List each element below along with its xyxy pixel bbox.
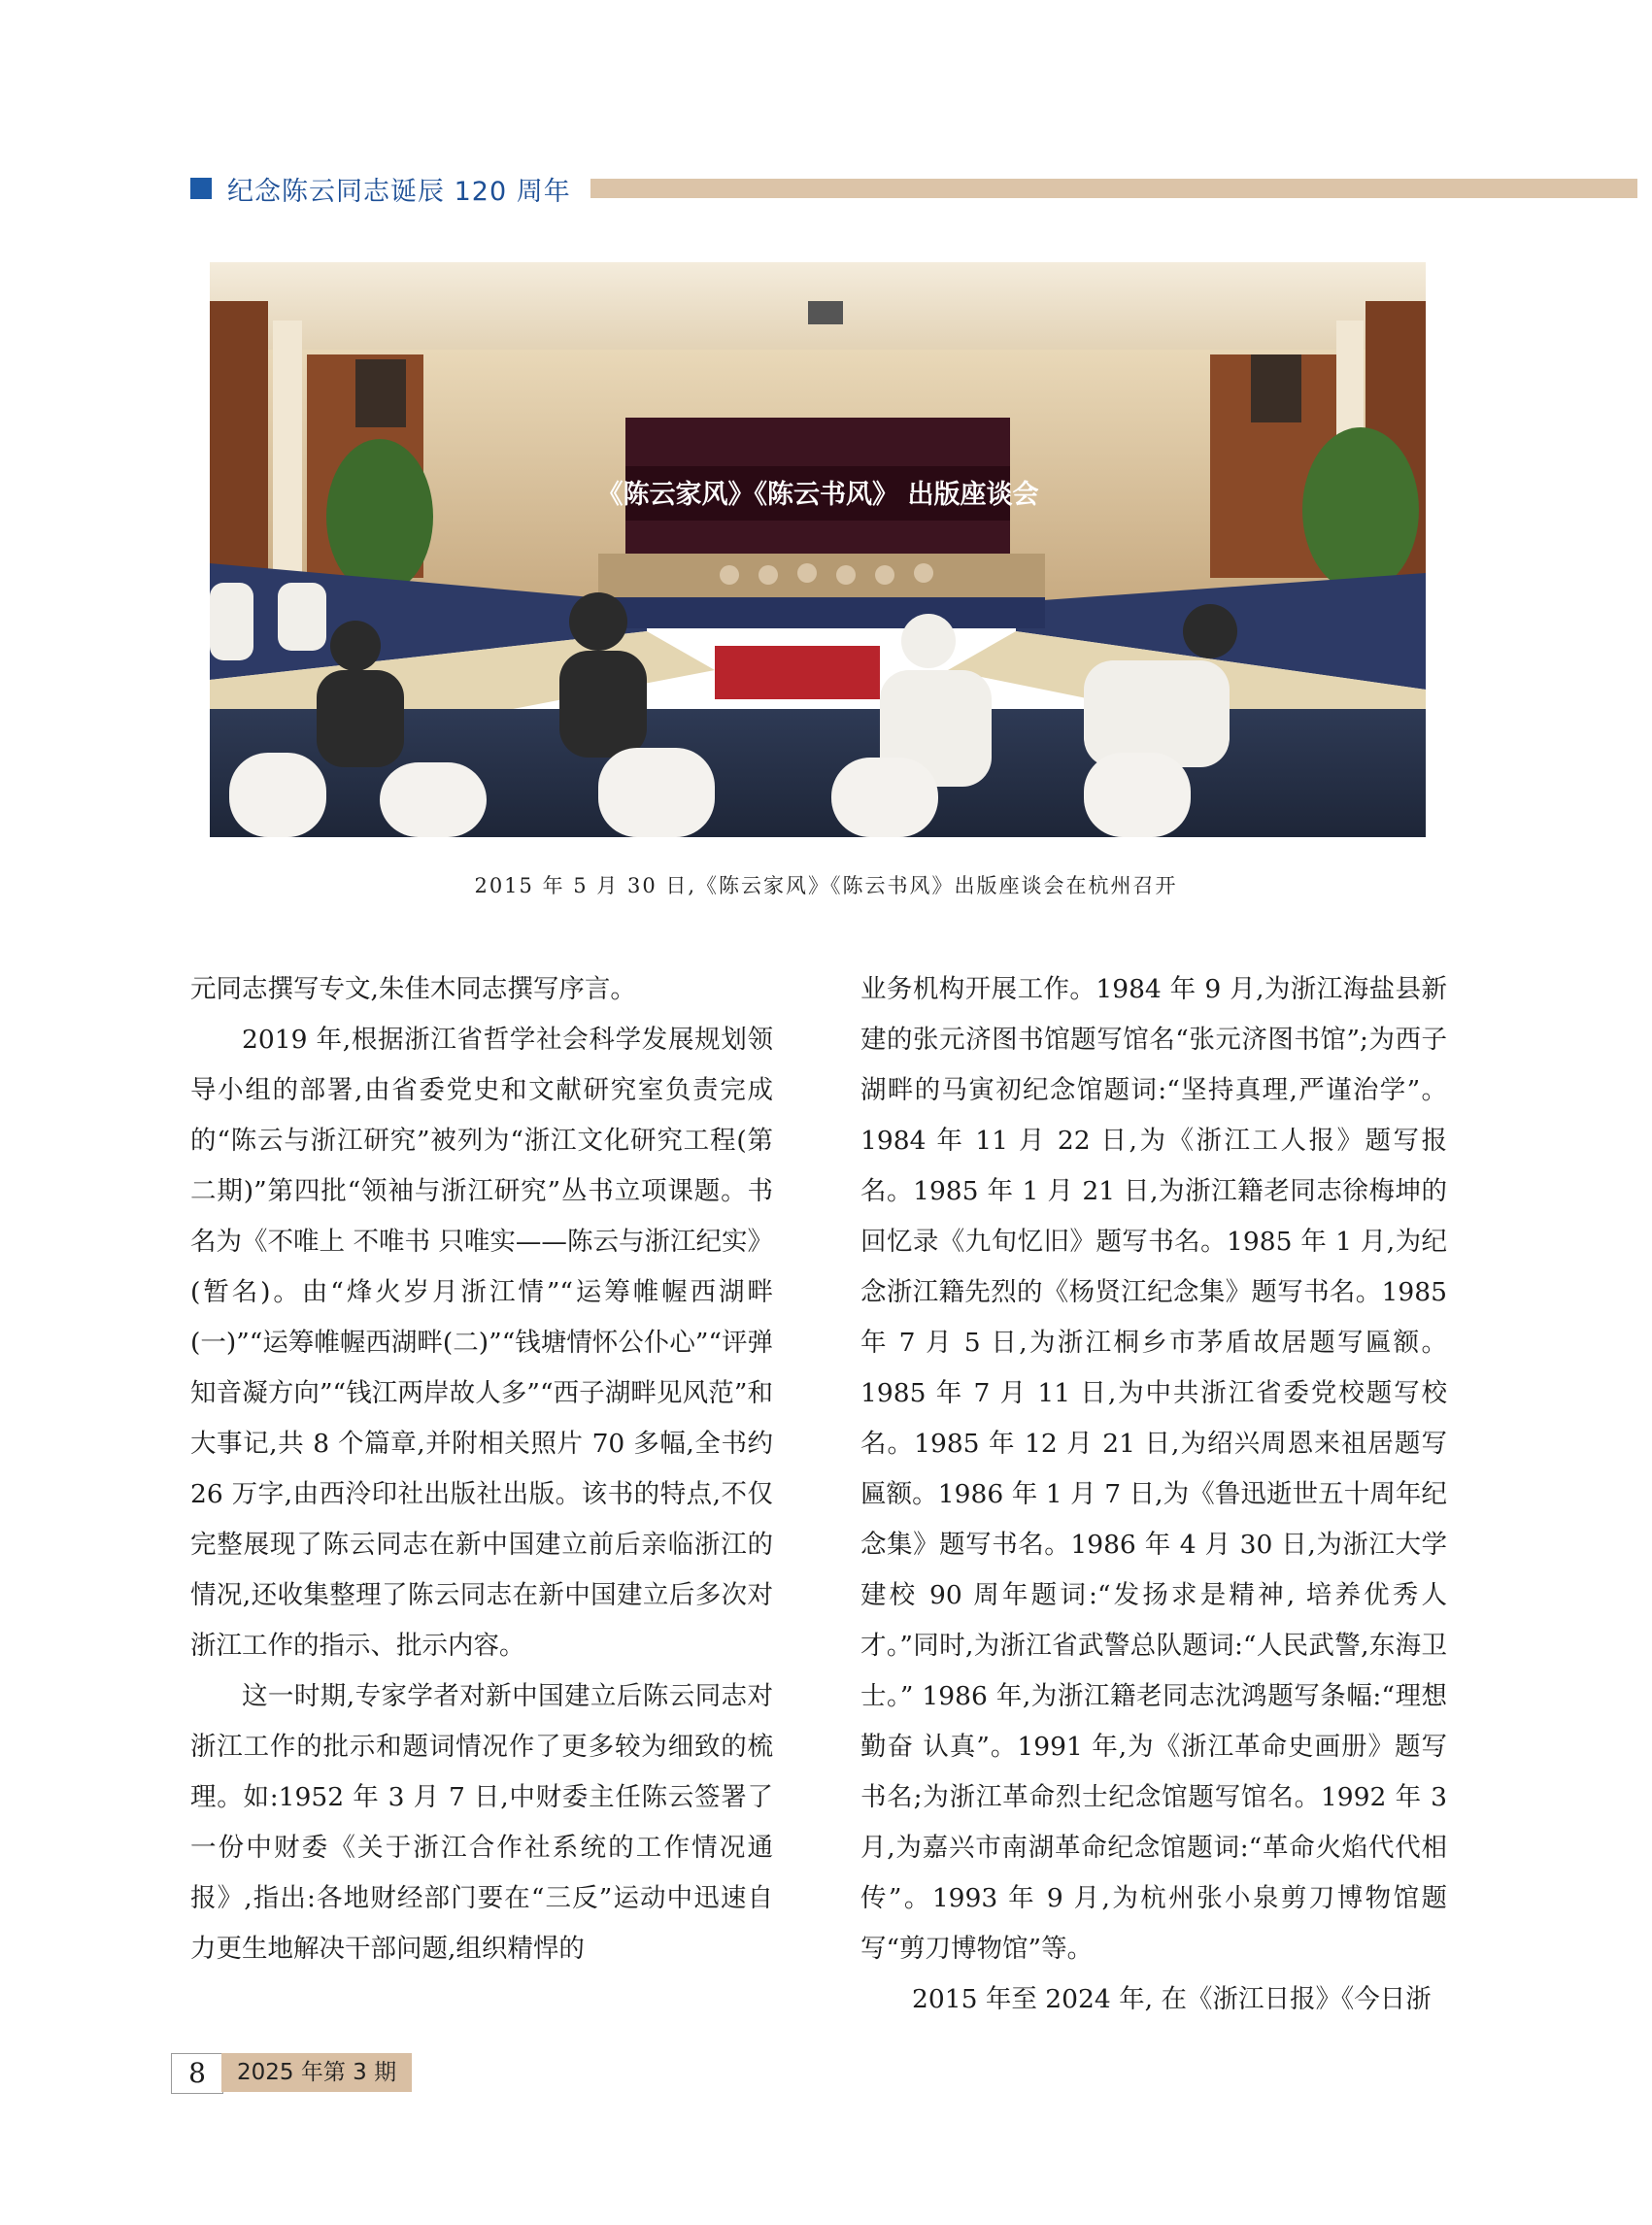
paragraph: 2015 年至 2024 年, 在《浙江日报》《今日浙 [912,1984,1432,2014]
section-title: 纪念陈云同志诞辰 120 周年 [227,177,571,207]
banner-text: 《陈云家风》《陈云书风》 出版座谈会 [596,480,1039,510]
paragraph: 业务机构开展工作。1984 年 9 月,为浙江海盐县新建的张元济图书馆题写馆名“张元济图书馆”;为西子湖畔的马寅初纪念馆题词:“坚持真理,严谨治学”。 1984 年 11 月 22 日,为《浙江工人报》题写报名。1985 年 1 月 21 日,为浙江籍老同志徐梅坤的回忆录《九旬忆旧》题写书名。1985 年 1 月,为纪念浙江籍先烈的《杨贤江纪念集》题写书名。1985 年 7 月 5 日,为浙江桐乡市茅盾故居题写匾额。1985 年 7 月 11 日,为中共浙江省委党校题写校名。1985 年 12 月 21 日,为绍兴周恩来祖居题写匾额。1986 年 1 月 7 日,为《鲁迅逝世五十周年纪念集》题写书名。1986 年 4 月 30 日,为浙江大学建校 90 周年题词:“发扬求是精神, 培养优秀人才。”同时,为浙江省武警总队题词:“人民武警,东海卫士。” 1986 年,为浙江籍老同志沈鸿题写条幅:“理想 勤奋 认真”。1991 年,为《浙江革命史画册》题写书名;为浙江革命烈士纪念馆题写馆名。1992 年 3 月,为嘉兴市南湖革命纪念馆题词:“革命火焰代代相传”。1993 年 9 月,为杭州张小泉剪刀博物馆题写“剪刀博物馆”等。 [860,974,1447,1964]
right-column [860,964,1447,2025]
paragraph: 2019 年,根据浙江省哲学社会科学发展规划领导小组的部署,由省委党史和文献研究室负责完成的“陈云与浙江研究”被列为“浙江文化研究工程(第二期)”第四批“领袖与浙江研究”丛书立项课题。书名为《不唯上 不唯书 只唯实——陈云与浙江纪实》(暂名)。由“烽火岁月浙江情”“运筹帷幄西湖畔(一)”“运筹帷幄西湖畔(二)”“钱塘情怀公仆心”“评弹知音凝方向”“钱江两岸故人多”“西子湖畔见风范”和大事记,共 8 个篇章,并附相关照片 70 多幅,全书约 26 万字,由西泠印社出版社出版。该书的特点,不仅完整展现了陈云同志在新中国建立前后亲临浙江的情况,还收集整理了陈云同志在新中国建立后多次对浙江工作的指示、批示内容。 [190,1025,773,1661]
left-column [190,964,773,1974]
issue-label: 2025 年第 3 期 [221,2053,412,2092]
header-square-marker [190,178,212,199]
header-decorative-bar [590,179,1637,198]
paragraph: 这一时期,专家学者对新中国建立后陈云同志对浙江工作的批示和题词情况作了更多较为细致的梳理。如:1952 年 3 月 7 日,中财委主任陈云签署了一份中财委《关于浙江合作社系统的工作情况通报》,指出:各地财经部门要在“三反”运动中迅速自力更生地解决干部问题,组织精悍的 [190,1681,773,1964]
section-header [190,173,1637,207]
meeting-photo [210,262,1426,837]
page-number: 8 [171,2053,223,2094]
page-footer [171,2053,423,2092]
paragraph: 元同志撰写专文,朱佳木同志撰写序言。 [190,974,636,1004]
photo-caption: 2015 年 5 月 30 日,《陈云家风》《陈云书风》出版座谈会在杭州召开 [474,874,1178,897]
